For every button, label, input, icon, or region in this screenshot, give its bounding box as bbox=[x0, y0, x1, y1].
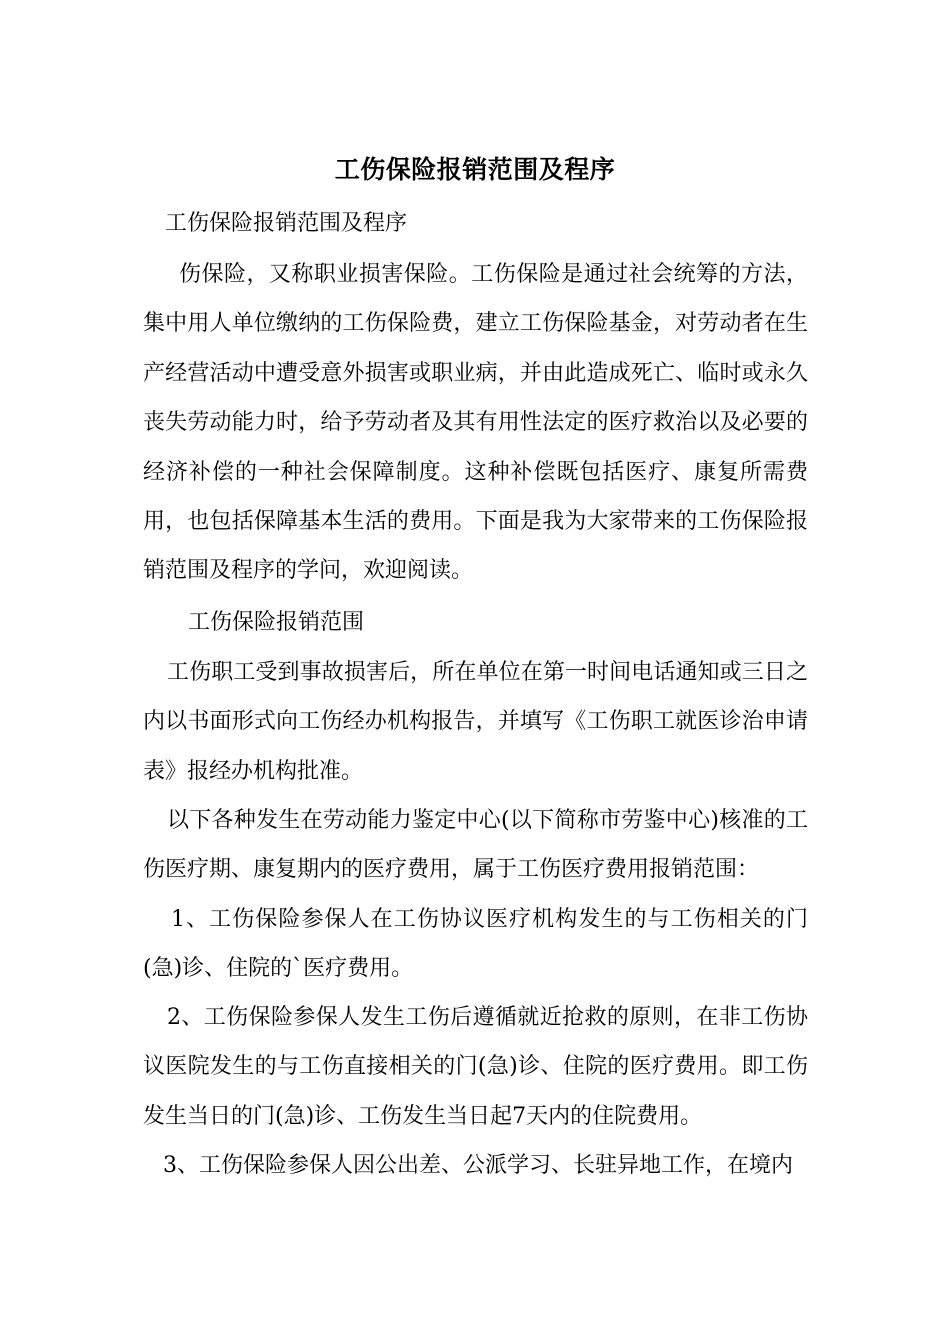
body-paragraph: 以下各种发生在劳动能力鉴定中心(以下简称市劳鉴中心)核准的工伤医疗期、康复期内的医疗费用，属于工伤医疗费用报销范围： bbox=[143, 808, 808, 883]
intro-paragraph: 伤保险，又称职业损害保险。工伤保险是通过社会统筹的方法，集中用人单位缴纳的工伤保险费，建立工伤保险基金，对劳动者在生产经营活动中遭受意外损害或职业病，并由此造成死亡、临时或永久丧失劳动能力时，给予劳动者及其有用性法定的医疗救治以及必要的经济补偿的一种社会保障制度。这种补偿既包括医疗、康复所需费用，也包括保障基本生活的费用。下面是我为大家带来的工伤保险报销范围及程序的学问，欢迎阅读。 bbox=[143, 262, 808, 584]
body-paragraph: 工伤职工受到事故损害后，所在单位在第一时间电话通知或三日之内以书面形式向工伤经办机构报告，并填写《工伤职工就医诊治申请表》报经办机构批准。 bbox=[143, 660, 808, 784]
list-item-2: 2、工伤保险参保人发生工伤后遵循就近抢救的原则，在非工伤协议医院发生的与工伤直接相关的门(急)诊、住院的医疗费用。即工伤发生当日的门(急)诊、工伤发生当日起7天内的住院费用。 bbox=[143, 1005, 808, 1129]
list-item-1: 1、工伤保险参保人在工伤协议医疗机构发生的与工伤相关的门(急)诊、住院的`医疗费用。 bbox=[143, 907, 808, 982]
list-item-3: 3、工伤保险参保人因公出差、公派学习、长驻异地工作，在境内 bbox=[163, 1153, 793, 1178]
document-title: 工伤保险报销范围及程序 bbox=[334, 155, 616, 184]
section-heading: 工伤保险报销范围 bbox=[188, 610, 365, 635]
document-subtitle: 工伤保险报销范围及程序 bbox=[165, 211, 408, 236]
